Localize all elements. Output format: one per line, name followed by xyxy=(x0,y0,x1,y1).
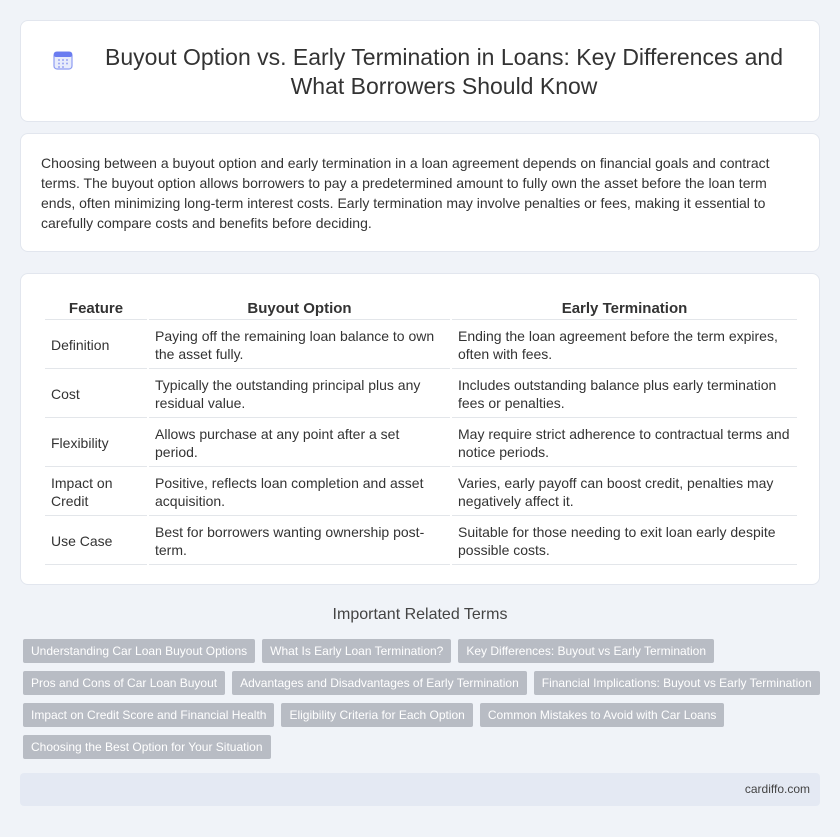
column-header-early-termination: Early Termination xyxy=(452,294,797,320)
feature-cell: Use Case xyxy=(45,516,147,565)
table-row xyxy=(45,369,797,418)
intro-paragraph: Choosing between a buyout option and early termination in a loan agreement depends on financial goals and contract terms. The buyout option allows borrowers to pay a predetermined amount to fully own the asset before the loan term ends, often minimizing long-term interest costs. Early termination may involve penalties or fees, making it essential to carefully compare costs and benefits before deciding. xyxy=(41,155,770,231)
related-term-tag[interactable]: Impact on Credit Score and Financial Health xyxy=(23,703,274,727)
buyout-cell: Typically the outstanding principal plus any residual value. xyxy=(149,369,450,418)
feature-cell: Flexibility xyxy=(45,418,147,467)
tag-row xyxy=(23,735,823,759)
early-termination-cell: May require strict adherence to contractual terms and notice periods. xyxy=(452,418,797,467)
buyout-cell: Positive, reflects loan completion and asset acquisition. xyxy=(149,467,450,516)
site-name[interactable]: cardiffo.com xyxy=(744,782,810,796)
related-term-tag[interactable]: Eligibility Criteria for Each Option xyxy=(281,703,472,727)
footer xyxy=(20,773,820,806)
early-termination-cell: Includes outstanding balance plus early termination fees or penalties. xyxy=(452,369,797,418)
intro-card xyxy=(20,133,820,252)
page-title: Buyout Option vs. Early Termination in Loans: Key Differences and What Borrowers Should Know xyxy=(104,44,784,99)
related-term-tag[interactable]: Understanding Car Loan Buyout Options xyxy=(23,639,255,663)
related-term-tag[interactable]: Advantages and Disadvantages of Early Termination xyxy=(232,671,527,695)
related-term-tag[interactable]: Choosing the Best Option for Your Situation xyxy=(23,735,271,759)
comparison-table xyxy=(43,294,799,565)
related-terms-list xyxy=(23,639,823,767)
column-header-buyout: Buyout Option xyxy=(149,294,450,320)
feature-cell: Cost xyxy=(45,369,147,418)
buyout-cell: Allows purchase at any point after a set period. xyxy=(149,418,450,467)
comparison-table-card xyxy=(20,273,820,585)
column-header-feature: Feature xyxy=(45,294,147,320)
early-termination-cell: Varies, early payoff can boost credit, penalties may negatively affect it. xyxy=(452,467,797,516)
related-term-tag[interactable]: Common Mistakes to Avoid with Car Loans xyxy=(480,703,725,727)
related-term-tag[interactable]: Pros and Cons of Car Loan Buyout xyxy=(23,671,225,695)
feature-cell: Impact on Credit xyxy=(45,467,147,516)
table-row xyxy=(45,320,797,369)
tag-row xyxy=(23,671,823,695)
table-header-row xyxy=(45,294,797,320)
early-termination-cell: Suitable for those needing to exit loan early despite possible costs. xyxy=(452,516,797,565)
tag-row xyxy=(23,639,823,663)
buyout-cell: Paying off the remaining loan balance to own the asset fully. xyxy=(149,320,450,369)
table-row xyxy=(45,467,797,516)
related-term-tag[interactable]: What Is Early Loan Termination? xyxy=(262,639,451,663)
table-row xyxy=(45,418,797,467)
table-row xyxy=(45,516,797,565)
related-terms-heading: Important Related Terms xyxy=(332,606,508,623)
header-card xyxy=(20,20,820,122)
tag-row xyxy=(23,703,823,727)
early-termination-cell: Ending the loan agreement before the term expires, often with fees. xyxy=(452,320,797,369)
buyout-cell: Best for borrowers wanting ownership post-term. xyxy=(149,516,450,565)
feature-cell: Definition xyxy=(45,320,147,369)
related-term-tag[interactable]: Financial Implications: Buyout vs Early Termination xyxy=(534,671,820,695)
related-term-tag[interactable]: Key Differences: Buyout vs Early Termination xyxy=(458,639,714,663)
